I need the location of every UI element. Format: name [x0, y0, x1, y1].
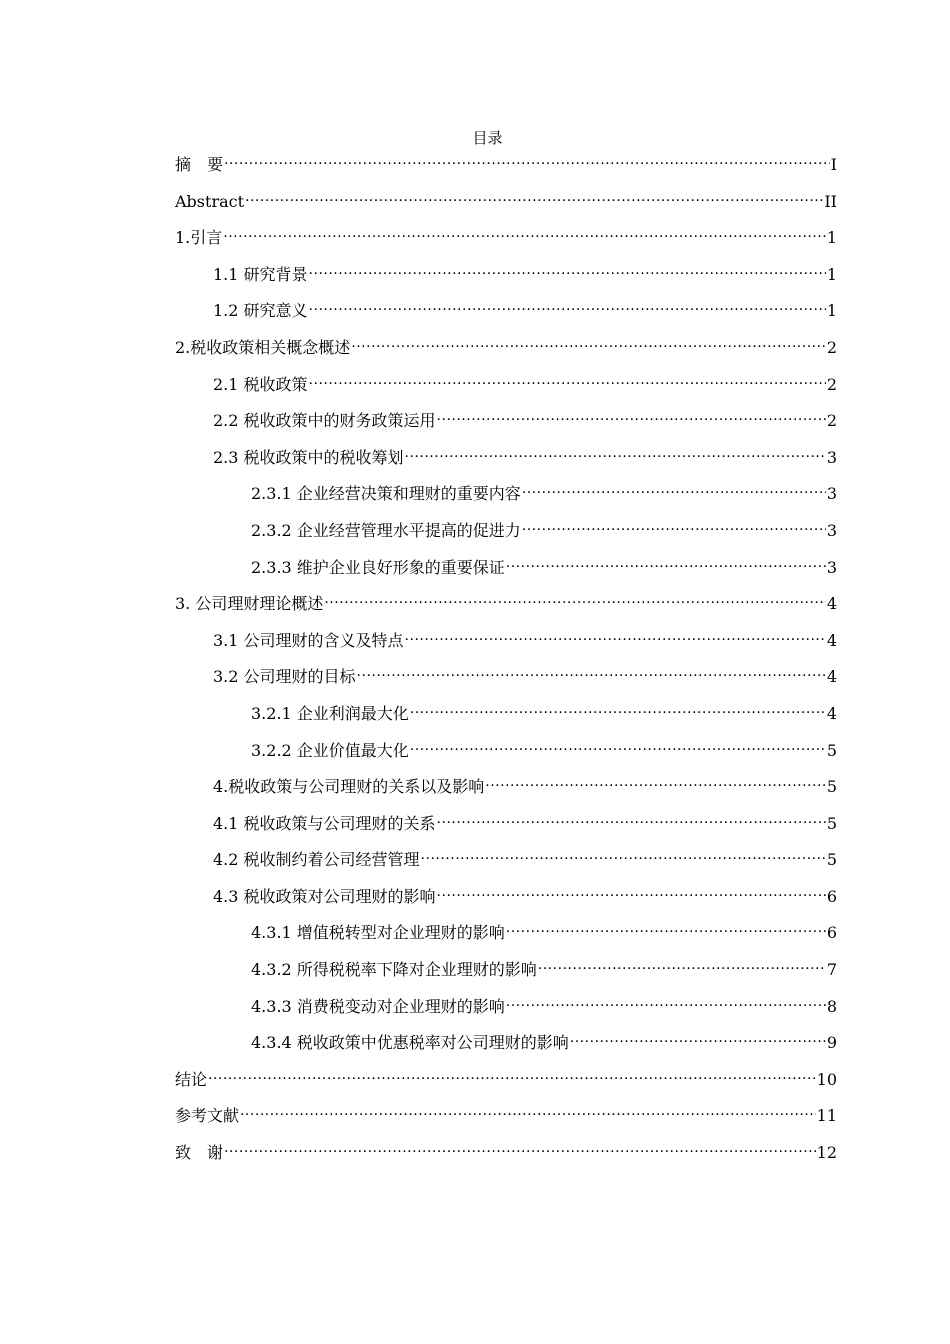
- toc-entry-page: 3: [826, 520, 837, 540]
- toc-entry-page: 12: [816, 1143, 837, 1163]
- table-of-contents: [175, 150, 837, 1175]
- toc-entry-page: 1: [826, 264, 837, 284]
- toc-entry-page: 3: [826, 557, 837, 577]
- toc-entry-label: 4.2 税收制约着公司经营管理: [213, 850, 420, 870]
- toc-entry-label: 摘 要: [175, 155, 224, 174]
- toc-entry[interactable]: [175, 918, 837, 955]
- dot-leader: [324, 593, 825, 609]
- toc-entry[interactable]: [175, 406, 837, 443]
- toc-entry-page: 5: [826, 813, 837, 833]
- dot-leader: [522, 520, 826, 536]
- toc-entry-page: 4: [826, 667, 837, 687]
- dot-leader: [351, 337, 826, 353]
- toc-entry[interactable]: [175, 626, 837, 663]
- dot-leader: [522, 483, 826, 499]
- dot-leader: [410, 740, 826, 756]
- toc-entry-label: 4.3.2 所得税税率下降对企业理财的影响: [251, 960, 537, 980]
- dot-leader: [309, 264, 826, 280]
- toc-entry[interactable]: [175, 772, 837, 809]
- dot-leader: [240, 1105, 816, 1121]
- dot-leader: [485, 776, 826, 792]
- toc-entry-page: 1: [826, 228, 837, 248]
- toc-entry-page: 3: [826, 447, 837, 467]
- toc-entry-label: 3.2.2 企业价值最大化: [251, 740, 409, 760]
- toc-entry-page: 2: [826, 374, 837, 394]
- toc-entry-label: 2.3.1 企业经营决策和理财的重要内容: [251, 484, 521, 504]
- toc-entry[interactable]: [175, 516, 837, 553]
- toc-entry[interactable]: [175, 370, 837, 407]
- toc-entry-label: 2.1 税收政策: [213, 374, 308, 394]
- toc-entry-page: II: [824, 191, 837, 211]
- toc-entry[interactable]: [175, 296, 837, 333]
- toc-entry[interactable]: [175, 955, 837, 992]
- toc-entry-label: Abstract: [175, 191, 245, 211]
- toc-entry-page: I: [830, 155, 837, 174]
- dot-leader: [405, 447, 826, 463]
- dot-leader: [405, 630, 826, 646]
- toc-entry[interactable]: [175, 736, 837, 773]
- toc-entry[interactable]: [175, 223, 837, 260]
- toc-entry[interactable]: [175, 187, 837, 224]
- toc-entry-label: 4.3.1 增值税转型对企业理财的影响: [251, 923, 505, 943]
- toc-entry[interactable]: [175, 260, 837, 297]
- toc-entry-label: 3. 公司理财理论概述: [175, 594, 324, 614]
- toc-entry[interactable]: [175, 992, 837, 1029]
- toc-entry-label: 4.3 税收政策对公司理财的影响: [213, 886, 436, 906]
- toc-entry-page: 6: [826, 923, 837, 943]
- toc-title: 目录: [472, 129, 503, 147]
- dot-leader: [570, 1032, 826, 1048]
- dot-leader: [437, 886, 826, 902]
- dot-leader: [224, 1142, 816, 1158]
- toc-entry-page: 1: [826, 301, 837, 321]
- toc-entry-page: 5: [826, 850, 837, 870]
- toc-entry[interactable]: [175, 150, 837, 187]
- toc-entry-label: 2.3.2 企业经营管理水平提高的促进力: [251, 520, 521, 540]
- toc-entry[interactable]: [175, 1065, 837, 1102]
- toc-entry-page: 11: [816, 1106, 837, 1126]
- toc-entry-page: 7: [826, 960, 837, 980]
- toc-entry-page: 10: [816, 1069, 837, 1089]
- toc-entry-label: 4.税收政策与公司理财的关系以及影响: [213, 777, 485, 797]
- dot-leader: [538, 959, 826, 975]
- toc-entry[interactable]: [175, 882, 837, 919]
- toc-entry-label: 参考文献: [175, 1106, 240, 1126]
- toc-entry-page: 4: [826, 703, 837, 723]
- dot-leader: [357, 666, 826, 682]
- dot-leader: [309, 374, 826, 390]
- toc-entry-label: 致 谢: [175, 1143, 224, 1163]
- dot-leader: [245, 191, 823, 207]
- dot-leader: [208, 1069, 816, 1085]
- toc-entry-label: 3.2 公司理财的目标: [213, 667, 356, 687]
- toc-entry[interactable]: [175, 1101, 837, 1138]
- toc-entry-label: 1.引言: [175, 228, 223, 248]
- toc-entry-page: 4: [826, 630, 837, 650]
- toc-entry-label: 4.3.3 消费税变动对企业理财的影响: [251, 996, 505, 1016]
- toc-entry-label: 4.1 税收政策与公司理财的关系: [213, 813, 436, 833]
- toc-entry[interactable]: [175, 589, 837, 626]
- toc-entry-label: 4.3.4 税收政策中优惠税率对公司理财的影响: [251, 1033, 569, 1053]
- toc-entry-label: 2.税收政策相关概念概述: [175, 337, 351, 357]
- toc-entry[interactable]: [175, 845, 837, 882]
- toc-entry-label: 2.2 税收政策中的财务政策运用: [213, 411, 436, 431]
- dot-leader: [506, 557, 826, 573]
- toc-entry[interactable]: [175, 809, 837, 846]
- toc-entry-label: 2.3.3 维护企业良好形象的重要保证: [251, 557, 505, 577]
- toc-entry[interactable]: [175, 1028, 837, 1065]
- dot-leader: [506, 996, 826, 1012]
- dot-leader: [410, 703, 826, 719]
- toc-entry-label: 1.1 研究背景: [213, 264, 308, 284]
- toc-entry-page: 6: [826, 886, 837, 906]
- toc-entry-label: 3.1 公司理财的含义及特点: [213, 630, 404, 650]
- toc-entry[interactable]: [175, 553, 837, 590]
- toc-entry-page: 2: [826, 411, 837, 431]
- toc-entry[interactable]: [175, 333, 837, 370]
- toc-entry-page: 5: [826, 777, 837, 797]
- toc-entry[interactable]: [175, 443, 837, 480]
- toc-entry[interactable]: [175, 479, 837, 516]
- toc-entry-label: 结论: [175, 1069, 208, 1089]
- toc-entry[interactable]: [175, 699, 837, 736]
- toc-entry[interactable]: [175, 662, 837, 699]
- dot-leader: [506, 922, 826, 938]
- dot-leader: [309, 300, 826, 316]
- toc-entry-page: 5: [826, 740, 837, 760]
- toc-entry-page: 3: [826, 484, 837, 504]
- dot-leader: [223, 227, 826, 243]
- toc-entry-label: 3.2.1 企业利润最大化: [251, 703, 409, 723]
- dot-leader: [437, 410, 826, 426]
- toc-entry-page: 8: [826, 996, 837, 1016]
- toc-entry-page: 4: [826, 594, 837, 614]
- toc-entry-label: 1.2 研究意义: [213, 301, 308, 321]
- toc-entry-label: 2.3 税收政策中的税收筹划: [213, 447, 404, 467]
- dot-leader: [224, 154, 830, 170]
- dot-leader: [421, 849, 826, 865]
- toc-entry-page: 2: [826, 337, 837, 357]
- toc-entry-page: 9: [826, 1033, 837, 1053]
- dot-leader: [437, 813, 826, 829]
- toc-entry[interactable]: [175, 1138, 837, 1175]
